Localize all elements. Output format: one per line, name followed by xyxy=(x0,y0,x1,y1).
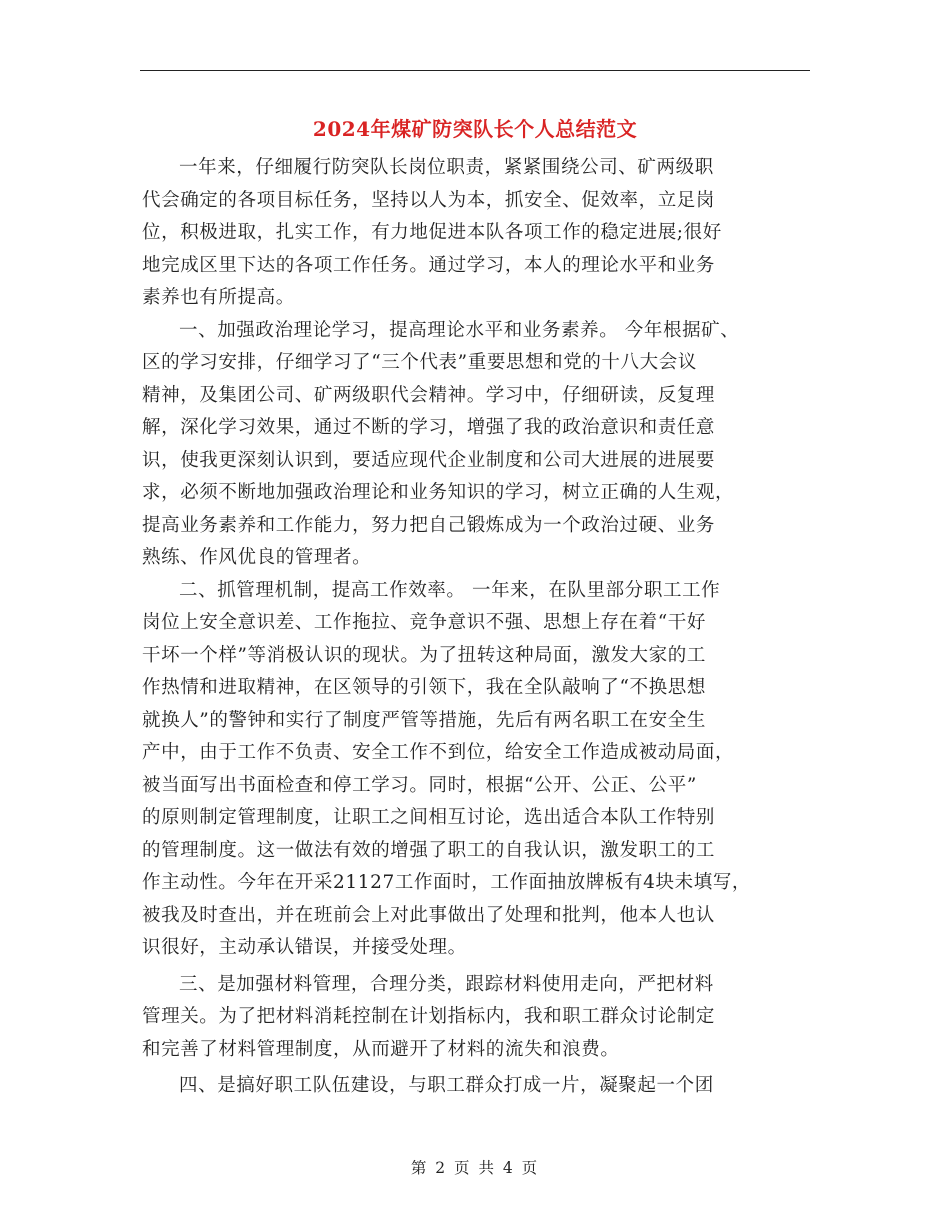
body-line: 管理关。为了把材料消耗控制在计划指标内，我和职工群众讨论制定 xyxy=(142,1006,716,1027)
body-line: 素养也有所提高。 xyxy=(142,287,295,308)
body-line: 三、是加强材料管理，合理分类，跟踪材料使用走向，严把材料 xyxy=(179,973,714,995)
header-rule xyxy=(140,70,810,71)
body-line: 提高业务素养和工作能力，努力把自己锻炼成为一个政治过硬、业务 xyxy=(142,514,716,536)
body-line: 就换人”的警钟和实行了制度严管等措施，先后有两名职工在安全生 xyxy=(142,709,706,731)
body-line: 熟练、作风优良的管理者。 xyxy=(142,547,372,568)
body-line: 岗位上安全意识差、工作拖拉、竞争意识不强、思想上存在着“干好 xyxy=(142,612,706,633)
body-line: 求，必须不断地加强政治理论和业务知识的学习，树立正确的人生观， xyxy=(142,482,735,503)
body-line: 位，积极进取，扎实工作，有力地促进本队各项工作的稳定进展;很好 xyxy=(142,222,722,243)
body-line: 精神，及集团公司、矿两级职代会精神。学习中，仔细研读，反复理 xyxy=(142,384,716,406)
document-title: 2024年煤矿防突队长个人总结范文 xyxy=(312,117,638,141)
body-line: 二、抓管理机制，提高工作效率。 一年来，在队里部分职工工作 xyxy=(179,579,721,601)
body-line: 干坏一个样”等消极认识的现状。为了扭转这种局面，激发大家的工 xyxy=(142,644,706,666)
body-line: 地完成区里下达的各项工作任务。通过学习，本人的理论水平和业务 xyxy=(142,254,716,276)
body-line: 识很好，主动承认错误，并接受处理。 xyxy=(142,937,467,958)
body-line: 区的学习安排，仔细学习了“三个代表”重要思想和党的十八大会议 xyxy=(142,352,697,373)
body-line: 一年来，仔细履行防突队长岗位职责，紧紧围绕公司、矿两级职 xyxy=(179,157,714,178)
body-line: 被我及时查出，并在班前会上对此事做出了处理和批判，他本人也认 xyxy=(142,904,716,926)
body-line: 四、是搞好职工队伍建设，与职工群众打成一片，凝聚起一个团 xyxy=(179,1075,714,1096)
body-line: 解，深化学习效果，通过不断的学习，增强了我的政治意识和责任意 xyxy=(142,417,716,438)
body-line: 作主动性。今年在开采21127工作面时，工作面抽放牌板有4块未填写， xyxy=(142,872,752,893)
body-line: 一、加强政治理论学习，提高理论水平和业务素养。 今年根据矿、 xyxy=(179,319,740,341)
body-line: 产中，由于工作不负责、安全工作不到位，给安全工作造成被动局面， xyxy=(142,742,735,763)
body-line: 被当面写出书面检查和停工学习。同时，根据“公开、公正、公平” xyxy=(142,774,697,796)
body-line: 的管理制度。这一做法有效的增强了职工的自我认识，激发职工的工 xyxy=(142,839,716,861)
body-line: 识，使我更深刻认识到，要适应现代企业制度和公司大进展的进展要 xyxy=(142,449,716,471)
body-line: 的原则制定管理制度，让职工之间相互讨论，选出适合本队工作特别 xyxy=(142,807,716,828)
body-line: 代会确定的各项目标任务，坚持以人为本，抓安全、促效率，立足岗 xyxy=(142,189,716,211)
body-line: 和完善了材料管理制度，从而避开了材料的流失和浪费。 xyxy=(142,1038,620,1060)
page-number-footer: 第 2 页 共 4 页 xyxy=(410,1159,540,1177)
body-line: 作热情和进取精神，在区领导的引领下，我在全队敲响了“不换思想 xyxy=(142,677,706,698)
document-body xyxy=(142,152,810,1103)
